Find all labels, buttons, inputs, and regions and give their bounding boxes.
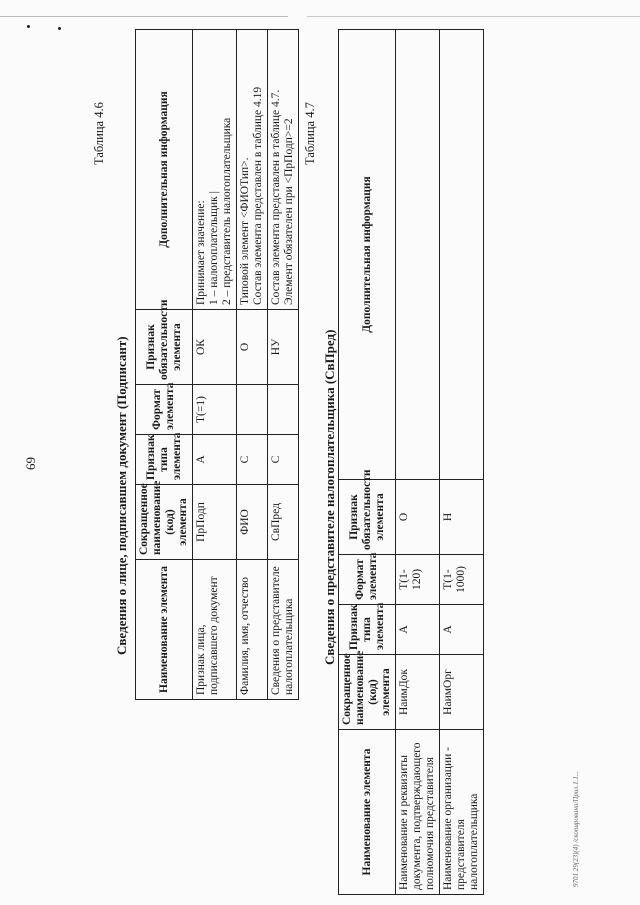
cell-info: [237, 30, 268, 310]
cell-type: А: [193, 435, 237, 485]
cell-type: С: [237, 435, 268, 485]
cell-code: ПрПодп: [193, 485, 237, 560]
table-row: [268, 30, 299, 700]
header-info: Дополнительная информация: [339, 30, 396, 480]
cell-info: [440, 30, 484, 480]
cell-name: Наименование организации - представителя налогоплательщика: [440, 730, 484, 895]
cell-format: Т(=1): [193, 385, 237, 435]
cell-required: ОК: [193, 310, 237, 385]
cell-type: С: [268, 435, 299, 485]
cell-code: ФИО: [237, 485, 268, 560]
header-required: Признак обязательности элемента: [136, 310, 193, 385]
info-line: Принимает значение:: [195, 200, 207, 305]
table-header-row: [136, 30, 193, 700]
table-row: [193, 30, 237, 700]
table-row: [396, 30, 440, 895]
table-4-7: [338, 29, 484, 895]
cell-name: Фамилия, имя, отчество: [237, 560, 268, 700]
table-4-6: [135, 29, 299, 700]
table-row: [440, 30, 484, 895]
header-required: Признак обязательности элемента: [339, 480, 396, 555]
info-line: Состав элемента представлен в таблице 4.19: [252, 86, 264, 305]
cell-info: [396, 30, 440, 480]
info-line: Типовой элемент <ФИОТип>.: [239, 157, 251, 305]
cell-required: О: [237, 310, 268, 385]
cell-required: О: [396, 480, 440, 555]
header-code: Сокращенное наименование (код) элемента: [339, 655, 396, 730]
cell-format: Т(1-120): [396, 555, 440, 605]
info-line: Состав элемента представлен в таблице 4.7.: [270, 89, 282, 305]
cell-info: [193, 30, 237, 310]
header-format: Формат элемента: [339, 555, 396, 605]
table-4-7-label: Таблица 4.7: [303, 102, 317, 165]
table-header-row: [339, 30, 396, 895]
cell-format: [237, 385, 268, 435]
table-4-6-caption: Сведения о лице, подписавшем документ (Подписант): [114, 336, 129, 655]
cell-type: А: [440, 605, 484, 655]
cell-code: СвПред: [268, 485, 299, 560]
cell-name: Признак лица, подписавшего документ: [193, 560, 237, 700]
cell-name: Наименование и реквизиты документа, подтверждающего полномочия представителя: [396, 730, 440, 895]
cell-required: Н: [440, 480, 484, 555]
header-name: Наименование элемента: [339, 730, 396, 895]
header-code: Сокращенное наименование (код) элемента: [136, 485, 193, 560]
header-type: Признак типа элемента: [339, 605, 396, 655]
cell-name: Сведения о представителе налогоплательщика: [268, 560, 299, 700]
cell-format: Т(1-1000): [440, 555, 484, 605]
info-line: 2 – представитель налогоплательщика: [221, 117, 233, 305]
cell-required: НУ: [268, 310, 299, 385]
cell-type: А: [396, 605, 440, 655]
header-type: Признак типа элемента: [136, 435, 193, 485]
table-4-6-label: Таблица 4.6: [92, 102, 106, 165]
cell-format: [268, 385, 299, 435]
scan-footer-mark: 9701 29(23)(4) /скопировано/Прил.1.1...: [572, 770, 580, 887]
cell-code: НаимДок: [396, 655, 440, 730]
info-line: 1 – налогоплательщик |: [208, 191, 220, 305]
header-info: Дополнительная информация: [136, 30, 193, 310]
table-row: [237, 30, 268, 700]
page-number: 69: [23, 457, 38, 470]
cell-code: НаимОрг: [440, 655, 484, 730]
table-4-7-caption: Сведения о представителе налогоплательщика (СвПред): [322, 329, 337, 665]
header-format: Формат элемента: [136, 385, 193, 435]
info-line: Элемент обязателен при <ПрПодп>=2: [283, 118, 295, 305]
cell-info: [268, 30, 299, 310]
header-name: Наименование элемента: [136, 560, 193, 700]
